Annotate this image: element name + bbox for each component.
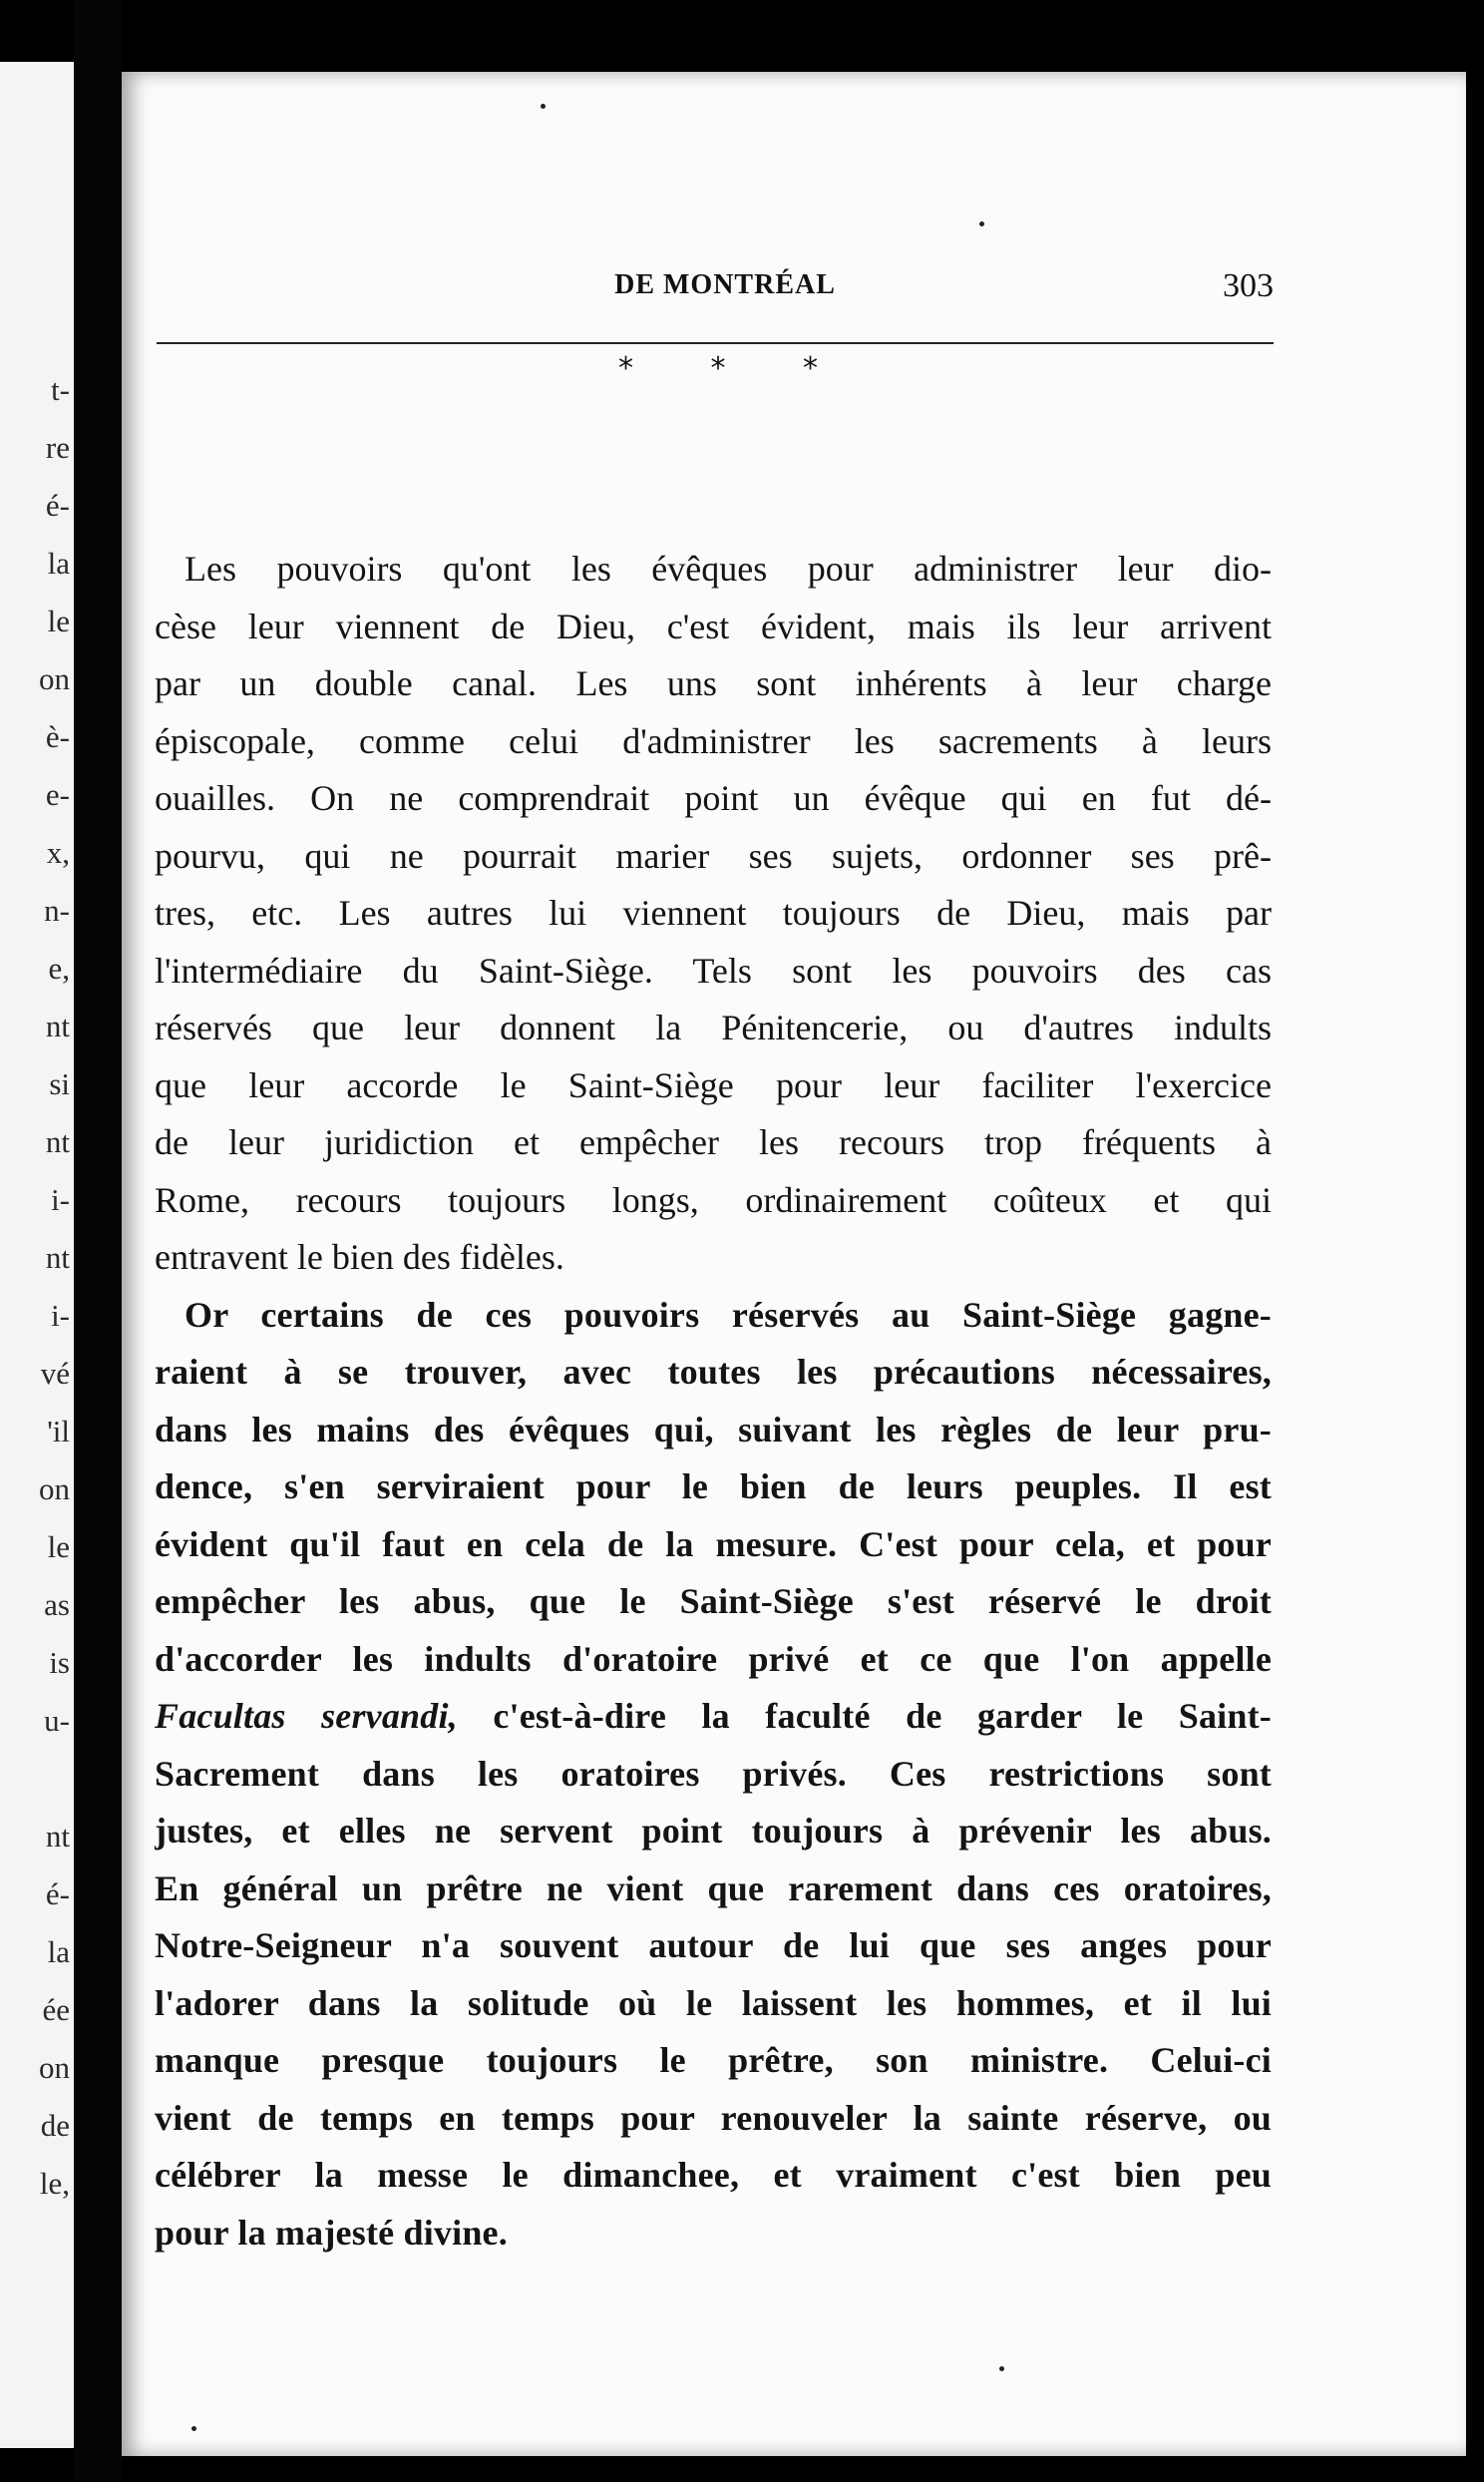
text-line: que leur accorde le Saint-Siège pour leur faciliter l'exercice bbox=[155, 1064, 1272, 1105]
text-line: Notre-Seigneur n'a souvent autour de lui que ses anges pour bbox=[155, 1925, 1272, 1965]
text-line: d'accorder les indults d'oratoire privé et ce que l'on appelle bbox=[155, 1638, 1272, 1679]
text-line: cèse leur viennent de Dieu, c'est évident, mais ils leur arrivent bbox=[155, 606, 1272, 646]
facing-page-fragment: u- bbox=[44, 1703, 70, 1738]
facing-page-fragment: nt bbox=[45, 1009, 70, 1043]
header-rule bbox=[157, 342, 1274, 344]
facing-page-fragment: on bbox=[39, 2050, 70, 2085]
text-line: Les pouvoirs qu'ont les évêques pour administrer leur dio- bbox=[185, 549, 1272, 589]
text-line: épiscopale, comme celui d'administrer les sacrements à leurs bbox=[155, 720, 1272, 761]
facing-page-fragment: on bbox=[39, 1471, 70, 1506]
book-page bbox=[122, 72, 1466, 2456]
text-line: Rome, recours toujours longs, ordinairement coûteux et qui bbox=[155, 1179, 1272, 1220]
text-line bbox=[155, 1688, 1272, 1746]
facing-page-fragment: nt bbox=[45, 1124, 70, 1159]
facing-page-fragment: as bbox=[44, 1587, 70, 1622]
facing-page-fragment: e, bbox=[48, 951, 70, 986]
facing-page-fragment: n- bbox=[44, 893, 70, 928]
text-line: l'intermédiaire du Saint-Siège. Tels sont les pouvoirs des cas bbox=[155, 950, 1272, 991]
text-line: évident qu'il faut en cela de la mesure. C'est pour cela, et pour bbox=[155, 1523, 1272, 1564]
text-line: manque presque toujours le prêtre, son ministre. Celui-ci bbox=[155, 2040, 1272, 2080]
scan-speck bbox=[999, 2366, 1004, 2371]
facing-page-fragment: de bbox=[40, 2108, 70, 2143]
text-line: vient de temps en temps pour renouveler la sainte réserve, ou bbox=[155, 2097, 1272, 2138]
facing-page-fragment: vé bbox=[40, 1356, 70, 1391]
facing-page-fragment: la bbox=[47, 546, 70, 581]
facing-page-fragment: ée bbox=[42, 1992, 70, 2027]
text-line: ouailles. On ne comprendrait point un évêque qui en fut dé- bbox=[155, 778, 1272, 818]
facing-page-fragment: le, bbox=[39, 2166, 70, 2201]
facing-page-fragment: nt bbox=[45, 1819, 70, 1854]
facing-page-fragment: e- bbox=[45, 777, 70, 812]
facing-page-fragment: 'il bbox=[47, 1414, 70, 1448]
text-line: de leur juridiction et empêcher les recours trop fréquents à bbox=[155, 1122, 1272, 1162]
facing-page-fragment: é- bbox=[45, 488, 70, 523]
facing-page-fragment: t- bbox=[51, 372, 70, 407]
text-line: réservés que leur donnent la Pénitencerie, ou d'autres indults bbox=[155, 1008, 1272, 1047]
facing-page-fragment: re bbox=[45, 430, 70, 465]
running-head: DE MONTRÉAL bbox=[614, 269, 836, 300]
page-header bbox=[157, 200, 1274, 349]
text-line: l'adorer dans la solitude où le laissent les hommes, et il lui bbox=[155, 1982, 1272, 2023]
text-line: célébrer la messe le dimanchee, et vraiment c'est bien peu bbox=[155, 2155, 1272, 2195]
section-ornament: * * * bbox=[617, 351, 853, 386]
text-line-rest: c'est-à-dire la faculté de garder le Saint- bbox=[457, 1696, 1272, 1736]
page-number: 303 bbox=[1223, 267, 1274, 304]
facing-page-fragment bbox=[0, 1750, 74, 1808]
text-line: justes, et elles ne servent point toujours à prévenir les abus. bbox=[155, 1811, 1272, 1851]
facing-page-fragment: le bbox=[47, 604, 70, 638]
text-line: Or certains de ces pouvoirs réservés au Saint-Siège gagne- bbox=[185, 1294, 1272, 1335]
paragraph-1 bbox=[155, 541, 1272, 1287]
facing-page-edge bbox=[0, 62, 74, 2448]
scan-speck bbox=[191, 2426, 196, 2431]
scan-speck bbox=[979, 221, 984, 226]
facing-page-fragment: x, bbox=[46, 835, 70, 870]
facing-page-fragment: è- bbox=[45, 719, 70, 754]
text-line: empêcher les abus, que le Saint-Siège s'est réservé le droit bbox=[155, 1581, 1272, 1621]
text-line: par un double canal. Les uns sont inhérents à leur charge bbox=[155, 663, 1272, 703]
facing-page-fragment: is bbox=[49, 1645, 70, 1680]
facing-page-fragment: nt bbox=[45, 1240, 70, 1275]
facing-page-fragment: é- bbox=[45, 1876, 70, 1911]
text-line: tres, etc. Les autres lui viennent toujours de Dieu, mais par bbox=[155, 893, 1272, 933]
text-line: En général un prêtre ne vient que rarement dans ces oratoires, bbox=[155, 1867, 1272, 1908]
scan-speck bbox=[541, 104, 546, 109]
facing-page-fragment: i- bbox=[51, 1298, 70, 1333]
paragraph-2 bbox=[155, 1287, 1272, 2263]
facing-page-fragment: on bbox=[39, 661, 70, 696]
facing-page-fragment: le bbox=[47, 1529, 70, 1564]
facing-page-fragment: i- bbox=[51, 1182, 70, 1217]
facing-page-fragment: si bbox=[49, 1066, 70, 1101]
text-line: Sacrement dans les oratoires privés. Ces restrictions sont bbox=[155, 1753, 1272, 1794]
text-line: pourvu, qui ne pourrait marier ses sujets, ordonner ses prê- bbox=[155, 835, 1272, 876]
italic-latin-phrase: Facultas servandi, bbox=[155, 1696, 458, 1736]
body-text bbox=[155, 541, 1272, 2262]
text-line: pour la majesté divine. bbox=[155, 2212, 508, 2253]
text-line: dence, s'en serviraient pour le bien de leurs peuples. Il est bbox=[155, 1466, 1272, 1506]
facing-page-line-fragments bbox=[0, 361, 74, 2213]
text-line: entravent le bien des fidèles. bbox=[155, 1237, 564, 1277]
facing-page-fragment: la bbox=[47, 1934, 70, 1969]
book-gutter bbox=[74, 0, 122, 2482]
text-line: dans les mains des évêques qui, suivant les règles de leur pru- bbox=[155, 1409, 1272, 1449]
text-line: raient à se trouver, avec toutes les précautions nécessaires, bbox=[155, 1352, 1272, 1392]
